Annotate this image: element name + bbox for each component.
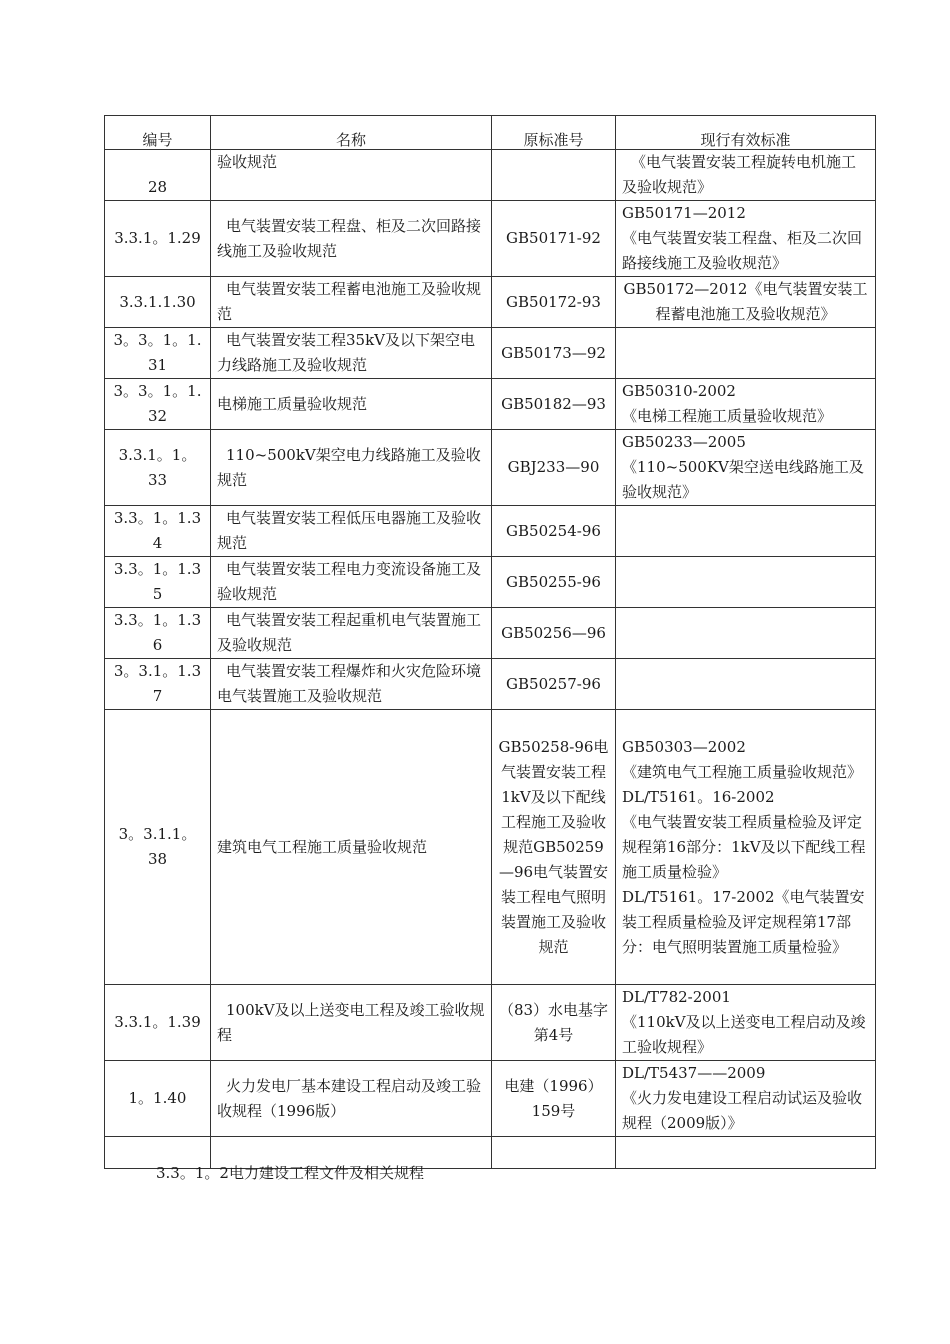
cell-current-standard: GB50233—2005 《110~500KV架空送电线路施工及验收规范》: [616, 430, 876, 506]
cell-number: 1。1.40: [105, 1061, 211, 1137]
cell-name: 电气装置安装工程蓄电池施工及验收规范: [211, 277, 492, 328]
cell-number: 3.3.1.1.30: [105, 277, 211, 328]
cell-name: 电气装置安装工程爆炸和火灾危险环境电气装置施工及验收规范: [211, 659, 492, 710]
cell-original-standard: GB50171-92: [492, 201, 616, 277]
header-name: 名称: [211, 116, 492, 150]
cell-current-standard: [616, 328, 876, 379]
table-row: [105, 201, 876, 277]
cell-name: 电气装置安装工程低压电器施工及验收规范: [211, 506, 492, 557]
cell-number: 3。3。1。1. 32: [105, 379, 211, 430]
cell-name: 电气装置安装工程盘、柜及二次回路接线施工及验收规范: [211, 201, 492, 277]
cell-original-standard: GB50254-96: [492, 506, 616, 557]
table-row: [105, 608, 876, 659]
cell-current-standard: DL/T782-2001 《110kV及以上送变电工程启动及竣工验收规程》: [616, 985, 876, 1061]
standards-table: [104, 115, 876, 1169]
cell-current-standard: [616, 608, 876, 659]
cell-original-standard: [492, 150, 616, 201]
header-original-standard: 原标准号: [492, 116, 616, 150]
cell-original-standard: GB50172-93: [492, 277, 616, 328]
cell-current-standard: GB50172—2012《电气装置安装工程蓄电池施工及验收规范》: [616, 277, 876, 328]
cell-number: 3。3.1.1。 38: [105, 710, 211, 985]
table-row: [105, 379, 876, 430]
cell-number: 3。3。1。1. 31: [105, 328, 211, 379]
cell-current-standard: [616, 659, 876, 710]
table-row: [105, 430, 876, 506]
table-row: [105, 659, 876, 710]
table-row: [105, 710, 876, 985]
cell-number: 3。3.1。1.3 7: [105, 659, 211, 710]
table-row: [105, 277, 876, 328]
cell-original-standard: 电建（1996）159号: [492, 1061, 616, 1137]
cell-original-standard: GB50256—96: [492, 608, 616, 659]
cell-name: 电气装置安装工程35kV及以下架空电力线路施工及验收规范: [211, 328, 492, 379]
cell-original-standard: GB50255-96: [492, 557, 616, 608]
cell-original-standard: （83）水电基字第4号: [492, 985, 616, 1061]
cell-number: 3.3。1。1.3 5: [105, 557, 211, 608]
cell-number: 3.3.1。1.39: [105, 985, 211, 1061]
cell-number: 3.3.1。1.29: [105, 201, 211, 277]
cell-current-standard: GB50171—2012 《电气装置安装工程盘、柜及二次回路接线施工及验收规范》: [616, 201, 876, 277]
cell-name: 电气装置安装工程电力变流设备施工及验收规范: [211, 557, 492, 608]
cell-name: 电梯施工质量验收规范: [211, 379, 492, 430]
cell-name: 电气装置安装工程起重机电气装置施工及验收规范: [211, 608, 492, 659]
cell-original-standard: GB50182—93: [492, 379, 616, 430]
table-row: [105, 506, 876, 557]
header-number: 编号: [105, 116, 211, 150]
table-row: [105, 328, 876, 379]
cell-name: 建筑电气工程施工质量验收规范: [211, 710, 492, 985]
cell-current-standard: [616, 1137, 876, 1169]
cell-original-standard: GB50257-96: [492, 659, 616, 710]
cell-current-standard: GB50310-2002 《电梯工程施工质量验收规范》: [616, 379, 876, 430]
cell-current-standard: 《电气装置安装工程旋转电机施工及验收规范》: [616, 150, 876, 201]
table-row: [105, 557, 876, 608]
cell-number: 3.3.1。1。 33: [105, 430, 211, 506]
cell-number: 3.3。1。1.3 6: [105, 608, 211, 659]
table-row: [105, 150, 876, 201]
cell-original-standard: GBJ233—90: [492, 430, 616, 506]
cell-number: 28: [105, 150, 211, 201]
table-row: [105, 1061, 876, 1137]
cell-original-standard: GB50173—92: [492, 328, 616, 379]
cell-current-standard: GB50303—2002 《建筑电气工程施工质量验收规范》 DL/T5161。16-2002 《电气装置安装工程质量检验及评定规程第16部分：1kV及以下配线工程施工质量检验》 DL/T5161。17-2002《电气装置安装工程质量检验及评定规程第17部分：电气照明装置施工质量检验》: [616, 710, 876, 985]
cell-number: 3.3。1。1.3 4: [105, 506, 211, 557]
header-current-standard: 现行有效标准: [616, 116, 876, 150]
table-row: [105, 985, 876, 1061]
cell-current-standard: [616, 506, 876, 557]
cell-name: 火力发电厂基本建设工程启动及竣工验收规程（1996版）: [211, 1061, 492, 1137]
cell-current-standard: DL/T5437——2009 《火力发电建设工程启动试运及验收规程（2009版）》: [616, 1061, 876, 1137]
section-heading: 3.3。1。2电力建设工程文件及相关规程: [156, 1164, 424, 1182]
cell-original-standard: [492, 1137, 616, 1169]
table-header-row: [105, 116, 876, 150]
cell-name: 100kV及以上送变电工程及竣工验收规程: [211, 985, 492, 1061]
cell-current-standard: [616, 557, 876, 608]
cell-original-standard: GB50258-96电气装置安装工程1kV及以下配线工程施工及验收规范GB50259—96电气装置安装工程电气照明装置施工及验收规范: [492, 710, 616, 985]
cell-name: 110~500kV架空电力线路施工及验收规范: [211, 430, 492, 506]
cell-name: 验收规范: [211, 150, 492, 201]
